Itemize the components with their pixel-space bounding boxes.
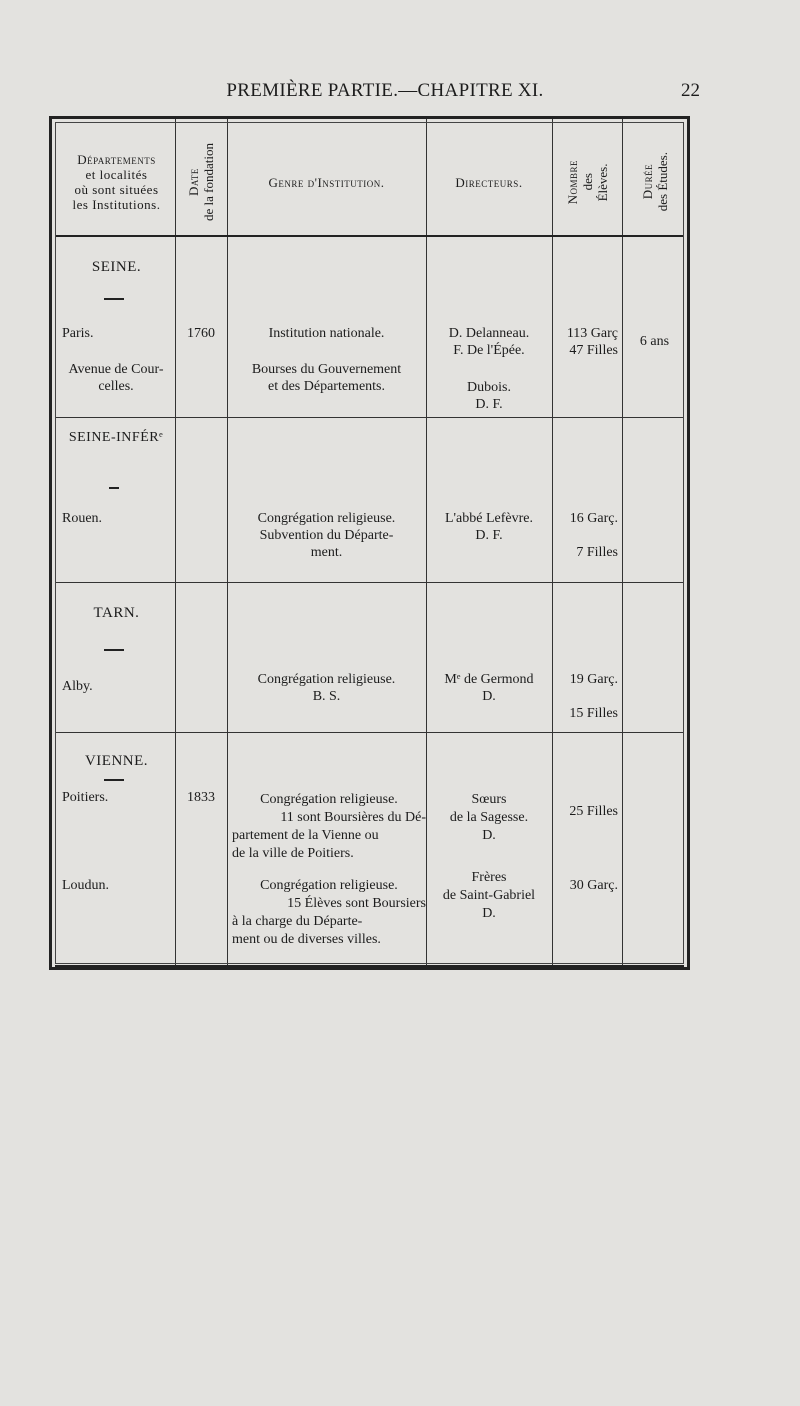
directeurs-seine-1	[426, 325, 552, 359]
text-line: et des Départements.	[267, 379, 385, 394]
locality-paris: Paris.	[62, 326, 94, 341]
locality-alby: Alby.	[62, 679, 93, 694]
locality-poitiers: Poitiers.	[62, 790, 109, 805]
genre-loudun	[232, 877, 426, 949]
date-1760: 1760	[187, 326, 215, 341]
text-line: D. F.	[475, 397, 503, 412]
text-line: de la Sagesse.	[449, 810, 529, 825]
genre-poitiers	[232, 791, 426, 863]
header-departements	[58, 127, 175, 237]
text-line: 15 Élèves sont Boursiers	[287, 896, 426, 911]
text-line: L'abbé Lefèvre.	[444, 511, 534, 526]
header-line: Durée	[639, 164, 655, 200]
column-rule	[622, 119, 623, 967]
text-line: Bourses du Gouvernement	[251, 362, 402, 377]
header-line: Élèves.	[594, 163, 610, 201]
dash-rule	[104, 779, 124, 781]
text-line: Subvention du Départe-	[259, 528, 394, 543]
institutions-table	[49, 116, 690, 970]
dash-rule	[104, 649, 124, 651]
page-number: 22	[681, 80, 700, 101]
running-head	[0, 80, 800, 110]
dept-seine-inferieure: SEINE-INFÉRᵉ	[68, 430, 164, 445]
duree-seine: 6 ans	[639, 334, 670, 349]
text-line: Congrégation religieuse.	[257, 511, 396, 526]
date-1833: 1833	[187, 790, 215, 805]
text-line: Dubois.	[467, 380, 511, 395]
row-rule	[55, 732, 684, 733]
nombre-rouen-garcons: 16 Garç.	[569, 511, 618, 526]
text-line: de la ville de Poitiers.	[232, 846, 354, 861]
header-duree	[622, 127, 687, 237]
header-line: de la fondation	[201, 143, 216, 221]
row-rule	[55, 582, 684, 583]
genre-alby	[227, 671, 426, 705]
header-line: Nombre	[564, 159, 580, 205]
dash-rule	[104, 298, 124, 300]
page-title: PREMIÈRE PARTIE.—CHAPITRE XI.	[226, 80, 544, 101]
column-rule	[175, 119, 176, 967]
text-line: Avenue de Cour-	[68, 362, 164, 377]
nombre-alby-garcons: 19 Garç.	[569, 672, 618, 687]
text-line: B. S.	[312, 689, 341, 704]
directeurs-seine-2	[426, 379, 552, 413]
header-line: les Institutions.	[72, 197, 161, 212]
text-line: D.	[482, 906, 496, 921]
directeurs-alby	[426, 671, 552, 705]
nombre-poitiers: 25 Filles	[569, 804, 618, 819]
genre-rouen	[227, 510, 426, 561]
header-line: et localités	[85, 167, 148, 182]
locality-rouen: Rouen.	[62, 511, 103, 526]
text-line: celles.	[98, 379, 134, 394]
dash-rule	[109, 487, 119, 489]
directeurs-poitiers	[426, 791, 552, 845]
genre-seine-1: Institution nationale.	[268, 326, 385, 341]
text-line: D.	[482, 689, 496, 704]
header-date	[175, 127, 227, 237]
text-line: partement de la Vienne ou	[232, 828, 379, 843]
header-line: des Études.	[654, 152, 670, 212]
text-line: Mᵉ de Germond	[444, 672, 534, 687]
header-line: Date	[186, 168, 201, 196]
text-line: ment.	[310, 545, 343, 560]
directeurs-rouen	[426, 510, 552, 544]
text-line: D.	[482, 828, 496, 843]
text-line: D. Delanneau.	[448, 326, 530, 341]
genre-seine-2	[227, 361, 426, 395]
text-line: ment ou de diverses villes.	[232, 932, 381, 947]
header-line: Départements	[77, 152, 156, 167]
text-line: Frères	[471, 870, 507, 885]
text-line: de Saint-Gabriel	[442, 888, 536, 903]
text-line: à la charge du Départe-	[232, 914, 363, 929]
locality-loudun: Loudun.	[62, 878, 110, 893]
header-directeurs: Directeurs.	[455, 174, 523, 190]
dept-tarn: TARN.	[93, 605, 140, 621]
nombre-rouen-filles: 7 Filles	[576, 545, 618, 560]
bottom-rule	[55, 965, 684, 967]
dept-seine: SEINE.	[91, 259, 142, 275]
row-rule	[55, 417, 684, 418]
header-line: des	[579, 173, 595, 191]
text-line: 11 sont Boursières du Dé-	[280, 810, 426, 825]
text-line: D. F.	[475, 528, 503, 543]
text-line: Congrégation religieuse.	[257, 672, 396, 687]
header-genre: Genre d'Institution.	[268, 174, 385, 190]
directeurs-loudun	[426, 869, 552, 923]
text-line: 113 Garç	[566, 326, 618, 341]
header-rule	[55, 235, 684, 237]
header-nombre	[552, 127, 622, 237]
header-line: où sont situées	[74, 182, 159, 197]
text-line: Congrégation religieuse.	[260, 792, 398, 807]
nombre-loudun: 30 Garç.	[569, 878, 618, 893]
text-line: Sœurs	[471, 792, 507, 807]
text-line: 47 Filles	[569, 343, 618, 358]
text-line: F. De l'Épée.	[453, 343, 525, 358]
column-rule	[552, 119, 553, 967]
nombre-alby-filles: 15 Filles	[569, 706, 618, 721]
text-line: Congrégation religieuse.	[260, 878, 398, 893]
locality-courcelles	[56, 361, 176, 395]
nombre-seine	[552, 325, 618, 359]
dept-vienne: VIENNE.	[84, 753, 149, 769]
